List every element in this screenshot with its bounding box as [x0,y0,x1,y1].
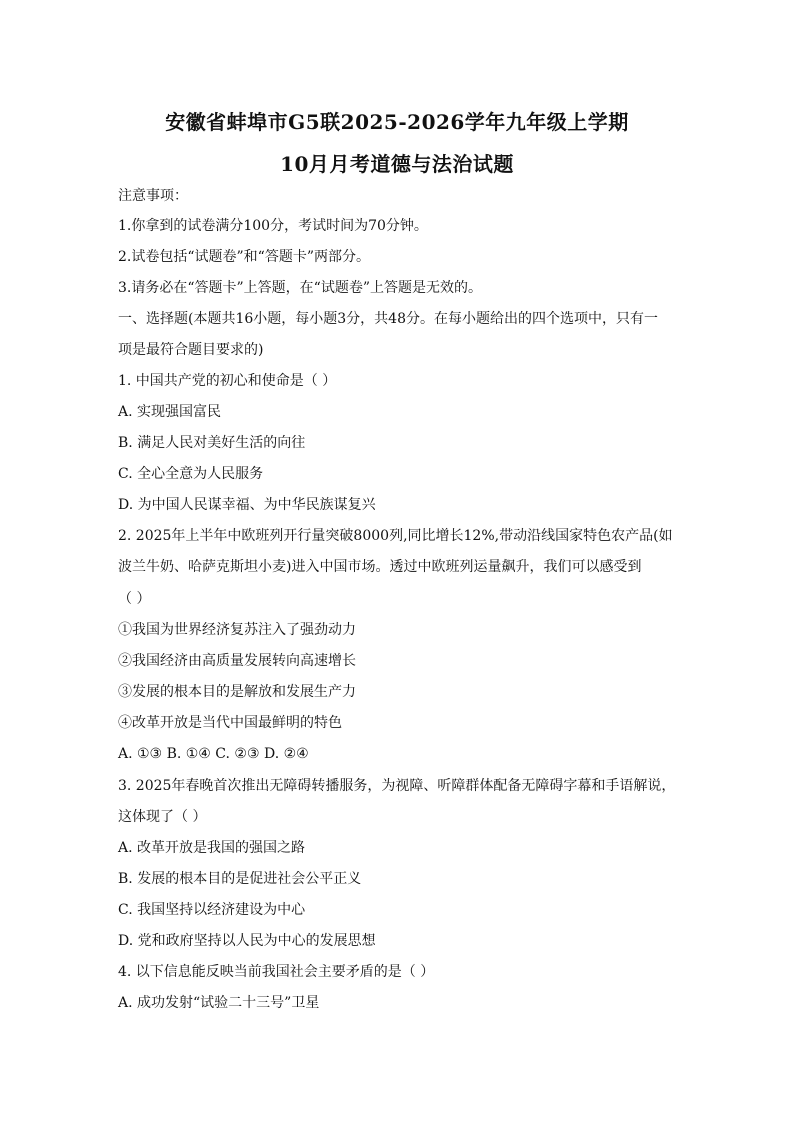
q2-stem-line-3: （ ） [118,591,151,607]
q3-option-d: D. 党和政府坚持以人民为中心的发展思想 [118,933,376,949]
notice-item-2: 2.试卷包括“试题卷”和“答题卡”两部分。 [118,249,370,265]
q4-option-a: A. 成功发射“试验二十三号”卫星 [118,995,320,1011]
q1-stem: 1. 中国共产党的初心和使命是（ ） [118,373,337,389]
q1-option-c: C. 全心全意为人民服务 [118,466,264,482]
q1-option-d: D. 为中国人民谋幸福、为中华民族谋复兴 [118,497,376,513]
section-heading-line-2: 项是最符合题目要求的) [118,342,264,358]
section-heading-line-1: 一、选择题(本题共16小题，每小题3分，共48分。在每小题给出的四个选项中，只有一 [118,311,658,327]
q2-statement-2: ②我国经济由高质量发展转向高速增长 [118,653,356,669]
q3-option-a: A. 改革开放是我国的强国之路 [118,840,306,856]
q2-statement-1: ①我国为世界经济复苏注入了强劲动力 [118,622,356,638]
q2-stem-line-1: 2. 2025年上半年中欧班列开行量突破8000列,同比增长12%,带动沿线国家特色农产品(如 [118,528,673,544]
q2-statement-4: ④改革开放是当代中国最鲜明的特色 [118,715,342,731]
q1-option-a: A. 实现强国富民 [118,404,222,420]
q3-option-c: C. 我国坚持以经济建设为中心 [118,902,306,918]
q2-answer-options: A. ①③ B. ①④ C. ②③ D. ②④ [118,746,309,762]
q3-stem-line-2: 这体现了（ ） [118,809,207,825]
q3-option-b: B. 发展的根本目的是促进社会公平正义 [118,871,362,887]
notice-heading: 注意事项： [118,188,188,204]
q1-option-b: B. 满足人民对美好生活的向往 [118,435,306,451]
q4-stem: 4. 以下信息能反映当前我国社会主要矛盾的是（ ） [118,964,435,980]
exam-title-line-2: 10月月考道德与法治试题 [280,152,514,176]
q3-stem-line-1: 3. 2025年春晚首次推出无障碍转播服务，为视障、听障群体配备无障碍字幕和手语解说， [118,778,676,794]
exam-title-line-1: 安徽省蚌埠市G5联2025-2026学年九年级上学期 [165,110,629,134]
q2-stem-line-2: 波兰牛奶、哈萨克斯坦小麦)进入中国市场。透过中欧班列运量飙升，我们可以感受到 [118,559,642,575]
notice-item-3: 3.请务必在“答题卡”上答题，在“试题卷”上答题是无效的。 [118,280,482,296]
q2-statement-3: ③发展的根本目的是解放和发展生产力 [118,684,356,700]
notice-item-1: 1.你拿到的试卷满分100分，考试时间为70分钟。 [118,218,428,234]
